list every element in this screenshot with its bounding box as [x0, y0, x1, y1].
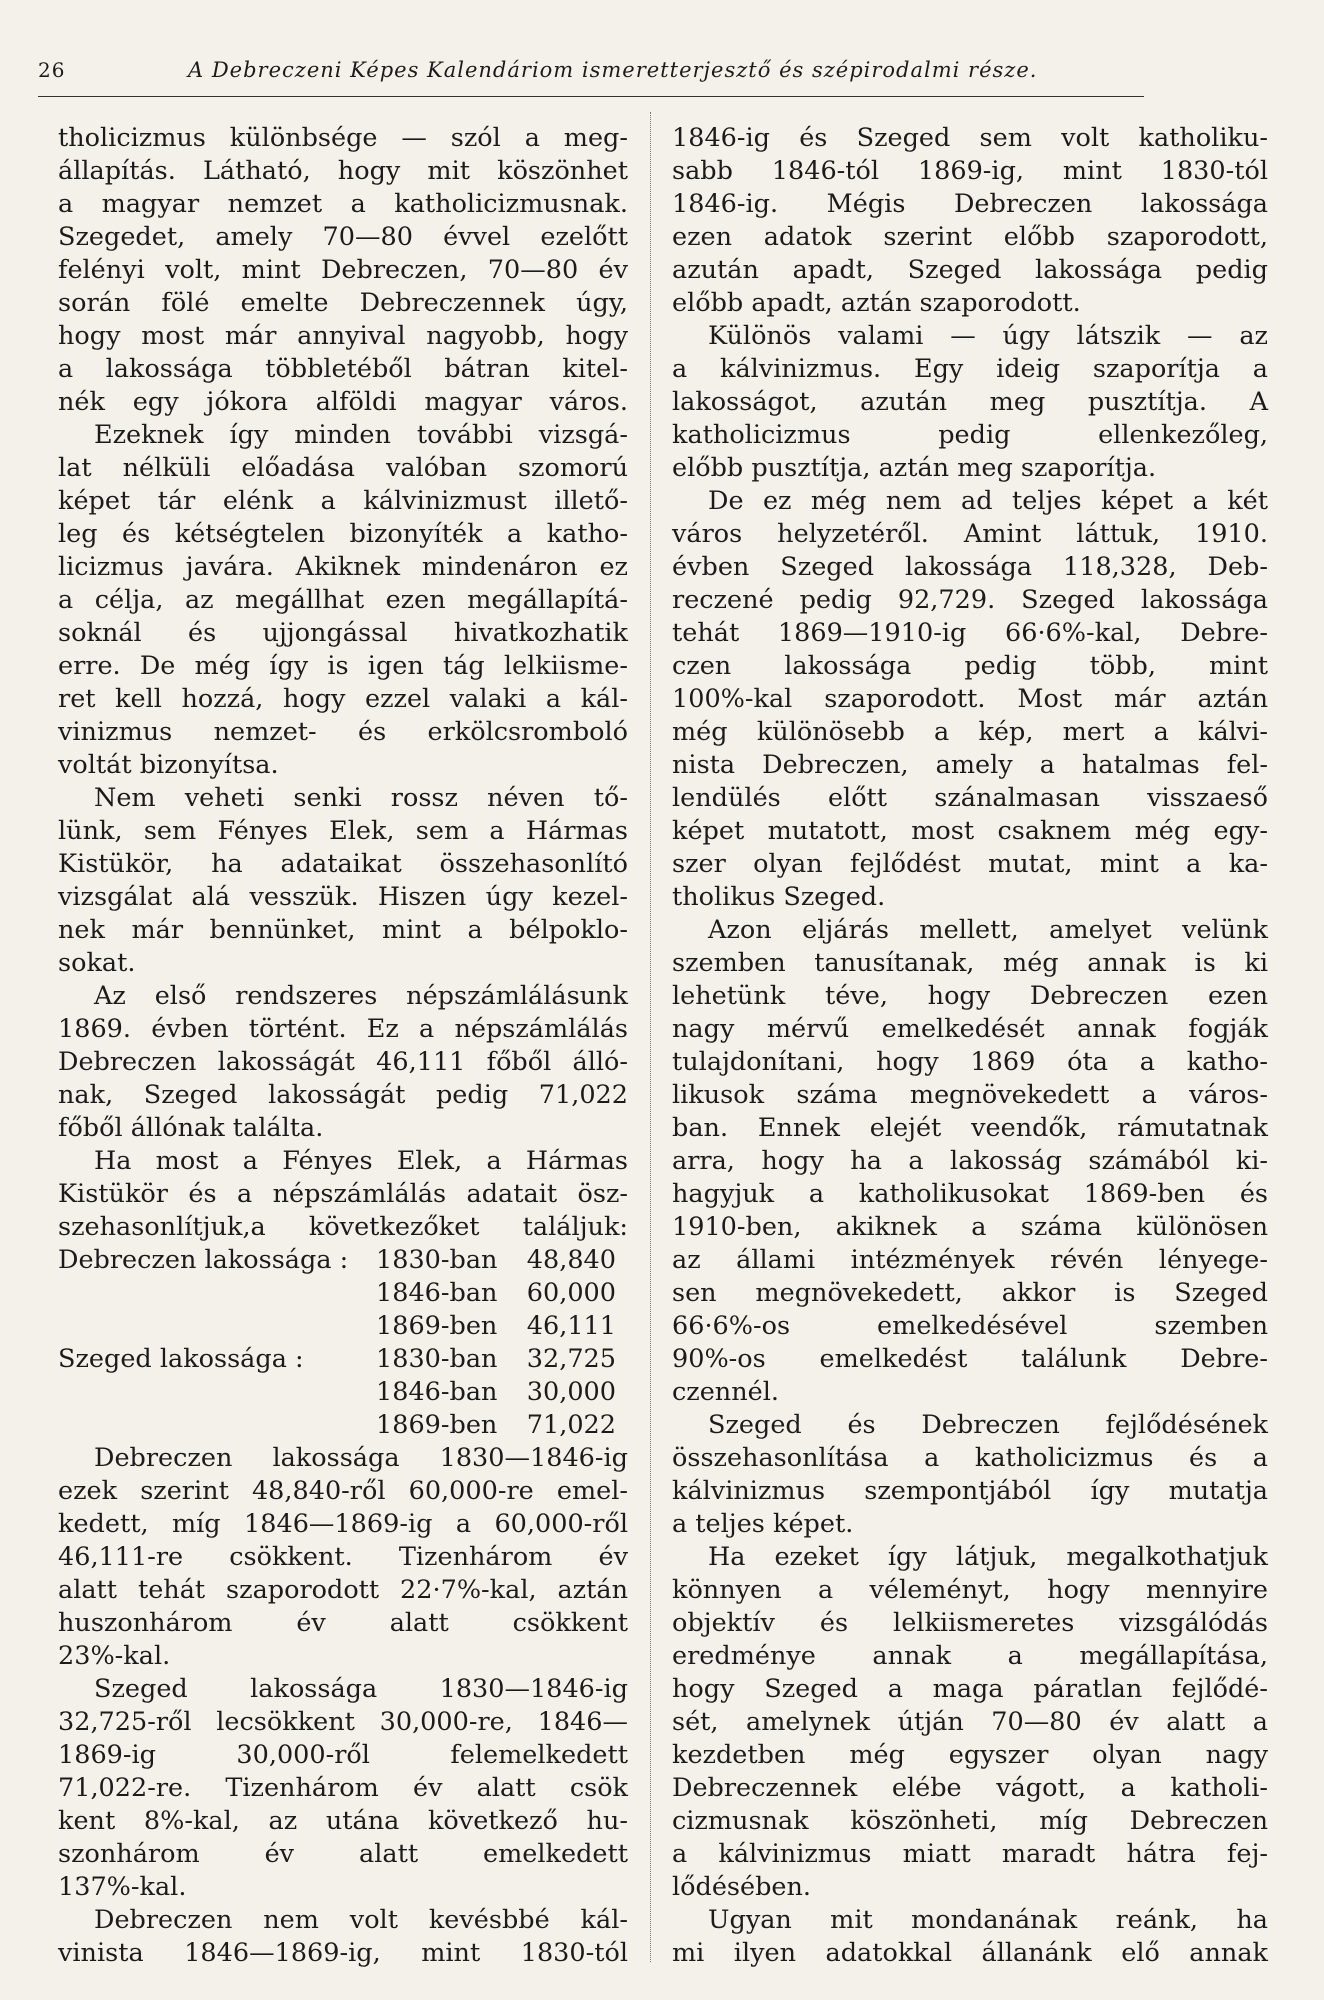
table-row	[58, 1277, 628, 1310]
stat-year: 1846-ban	[376, 1377, 498, 1407]
text-line: erre. De még így is igen tág lelkiisme-	[58, 651, 628, 681]
text-line: Ugyan mit mondanának reánk, ha	[708, 1905, 1268, 1935]
stat-label	[58, 1277, 376, 1310]
text-line: voltát bizonyítsa.	[58, 750, 279, 780]
text-line: Szeged és Debreczen fejlődésének	[708, 1410, 1268, 1440]
text-line: a magyar nemzet a katholicizmusnak.	[58, 189, 628, 219]
text-line: 100%-kal szaporodott. Most már aztán	[672, 684, 1268, 714]
text-line: huszonhárom év alatt csökkent	[58, 1608, 628, 1638]
text-line: 1846-ig és Szeged sem volt katholiku-	[672, 123, 1268, 153]
text-line: Szeged lakossága 1830—1846-ig	[94, 1674, 628, 1704]
text-line: azután apadt, Szeged lakossága pedig	[672, 255, 1268, 285]
text-line: tulajdonítani, hogy 1869 óta a katho-	[672, 1047, 1268, 1077]
text-line: Debreczen lakosságát 46,111 főből álló-	[58, 1047, 628, 1077]
stat-label: Debreczen lakossága :	[58, 1245, 349, 1275]
text-line: város helyzetéről. Amint láttuk, 1910.	[672, 519, 1268, 549]
table-row	[58, 1343, 628, 1376]
text-line: az állami intézmények révén lényege-	[672, 1245, 1268, 1275]
text-line: évben Szeged lakossága 118,328, Deb-	[672, 552, 1268, 582]
text-line: 71,022-re. Tizenhárom év alatt csök	[58, 1773, 628, 1803]
text-line: katholicizmus pedig ellenkezőleg,	[672, 420, 1268, 450]
text-line: ret kell hozzá, hogy ezzel valaki a kál-	[58, 684, 628, 714]
right-text-block	[672, 122, 1268, 1970]
text-line: 1910-ben, akiknek a száma különösen	[672, 1212, 1268, 1242]
text-line: arra, hogy ha a lakosság számából ki-	[672, 1146, 1268, 1176]
text-line: előbb pusztítja, aztán meg szaporítja.	[672, 453, 1157, 483]
text-line: vinista 1846—1869-ig, mint 1830-tól	[58, 1938, 628, 1968]
page-number: 26	[38, 58, 66, 82]
text-line: lünk, sem Fényes Elek, sem a Hármas	[58, 816, 628, 846]
text-line: Debreczen nem volt kevésbbé kál-	[94, 1905, 628, 1935]
text-line: De ez még nem ad teljes képet a két	[708, 486, 1268, 516]
text-line: könnyen a véleményt, hogy mennyire	[672, 1575, 1268, 1605]
text-line: Nem veheti senki rossz néven tő-	[94, 783, 628, 813]
stat-year: 1830-ban	[376, 1245, 498, 1275]
right-column	[672, 122, 1268, 1970]
text-line: a teljes képet.	[672, 1509, 854, 1539]
text-line: czen lakossága pedig több, mint	[672, 651, 1268, 681]
text-line: hogy Szeged a maga páratlan fejlődé-	[672, 1674, 1268, 1704]
stat-label	[58, 1409, 376, 1442]
running-title: A Debreczeni Képes Kalendáriom ismeretterjesztő és szépirodalmi része.	[188, 58, 1038, 82]
text-line: lehetünk téve, hogy Debreczen ezen	[672, 981, 1268, 1011]
text-line: vinizmus nemzet- és erkölcsromboló	[58, 717, 628, 747]
text-line: kedett, míg 1846—1869-ig a 60,000-ről	[58, 1509, 628, 1539]
text-line: tehát 1869—1910-ig 66·6%-kal, Debre-	[672, 618, 1268, 648]
text-line: nagy mérvű emelkedését annak fogják	[672, 1014, 1268, 1044]
text-line: sét, amelynek útján 70—80 év alatt a	[672, 1707, 1268, 1737]
text-line: kezdetben még egyszer olyan nagy	[672, 1740, 1268, 1770]
text-line: ban. Ennek elejét veendők, rámutatnak	[672, 1113, 1268, 1143]
left-column	[58, 122, 628, 1970]
text-line: objektív és lelkiismeretes vizsgálódás	[672, 1608, 1268, 1638]
page-header	[38, 52, 1144, 97]
text-line: tholikus Szeged.	[672, 882, 886, 912]
text-line: czennél.	[672, 1377, 780, 1407]
stat-value: 46,111	[526, 1311, 616, 1341]
population-table	[58, 1244, 628, 1442]
text-line: nista Debreczen, amely a hatalmas fel-	[672, 750, 1268, 780]
stat-year: 1869-ben	[376, 1410, 498, 1440]
text-line: Az első rendszeres népszámlálásunk	[94, 981, 628, 1011]
stat-label	[58, 1376, 376, 1409]
text-line: eredménye annak a megállapítása,	[672, 1641, 1268, 1671]
text-line: szonhárom év alatt emelkedett	[58, 1839, 628, 1869]
stat-year: 1869-ben	[376, 1311, 498, 1341]
stat-value: 30,000	[526, 1377, 616, 1407]
table-row	[58, 1310, 628, 1343]
text-line: licizmus javára. Akiknek mindenáron ez	[58, 552, 628, 582]
text-line: Debreczen lakossága 1830—1846-ig	[94, 1443, 628, 1473]
text-line: vizsgálat alá vesszük. Hiszen úgy kezel-	[58, 882, 628, 912]
text-line: szer olyan fejlődést mutat, mint a ka-	[672, 849, 1268, 879]
text-line: főből állónak találta.	[58, 1113, 324, 1143]
stat-label	[58, 1310, 376, 1343]
text-line: alatt tehát szaporodott 22·7%-kal, aztán	[58, 1575, 628, 1605]
text-line: hogy most már annyival nagyobb, hogy	[58, 321, 628, 351]
text-line: szehasonlítjuk,a következőket találjuk:	[58, 1212, 628, 1242]
text-line: leg és kétségtelen bizonyíték a katho-	[58, 519, 628, 549]
table-row	[58, 1409, 628, 1442]
text-line: mi ilyen adatokkal állanánk elő annak	[672, 1938, 1268, 1968]
text-line: felényi volt, mint Debreczen, 70—80 év	[58, 255, 628, 285]
text-line: lődésében.	[672, 1872, 812, 1902]
text-line: lendülés előtt szánalmasan visszaeső	[672, 783, 1268, 813]
text-line: a kálvinizmus. Egy ideig szaporítja a	[672, 354, 1268, 384]
text-line: során fölé emelte Debreczennek úgy,	[58, 288, 628, 318]
text-line: 90%-os emelkedést találunk Debre-	[672, 1344, 1268, 1374]
text-line: kálvinizmus szempontjából így mutatja	[672, 1476, 1268, 1506]
text-line: előbb apadt, aztán szaporodott.	[672, 288, 1081, 318]
text-line: soknál és ujjongással hivatkozhatik	[58, 618, 628, 648]
text-line: 1846-ig. Mégis Debreczen lakossága	[672, 189, 1268, 219]
text-line: nék egy jókora alföldi magyar város.	[58, 387, 628, 417]
text-line: Ha ezeket így látjuk, megalkothatjuk	[708, 1542, 1268, 1572]
text-line: likusok száma megnövekedett a város-	[672, 1080, 1268, 1110]
text-line: Szegedet, amely 70—80 évvel ezelőtt	[58, 222, 628, 252]
text-line: Kistükör, ha adataikat összehasonlító	[58, 849, 628, 879]
text-line: 46,111-re csökkent. Tizenhárom év	[58, 1542, 628, 1572]
stat-value: 60,000	[526, 1278, 616, 1308]
left-text-block-b	[58, 1442, 628, 1970]
text-line: lat nélküli előadása valóban szomorú	[58, 453, 628, 483]
text-line: sabb 1846-tól 1869-ig, mint 1830-tól	[672, 156, 1268, 186]
text-line: 137%-kal.	[58, 1872, 187, 1902]
stat-value: 71,022	[526, 1410, 616, 1440]
column-divider	[650, 112, 651, 1962]
text-line: ezen adatok szerint előbb szaporodott,	[672, 222, 1268, 252]
text-line: lakosságot, azután meg pusztítja. A	[672, 387, 1268, 417]
text-line: nak, Szeged lakosságát pedig 71,022	[58, 1080, 628, 1110]
text-line: tholicizmus különbsége — szól a meg-	[58, 123, 628, 153]
text-line: 1869-ig 30,000-ről felemelkedett	[58, 1740, 628, 1770]
text-line: a lakossága többletéből bátran kitel-	[58, 354, 628, 384]
text-line: nek már bennünket, mint a bélpoklo-	[58, 915, 628, 945]
text-line: ezek szerint 48,840-ről 60,000-re emel-	[58, 1476, 628, 1506]
text-line: 66·6%-os emelkedésével szemben	[672, 1311, 1268, 1341]
text-line: a kálvinizmus miatt maradt hátra fej-	[672, 1839, 1268, 1869]
text-line: szemben tanusítanak, még annak is ki	[672, 948, 1268, 978]
text-line: képet tár elénk a kálvinizmust illető-	[58, 486, 628, 516]
text-line: kent 8%-kal, az utána következő hu-	[58, 1806, 628, 1836]
text-line: sen megnövekedett, akkor is Szeged	[672, 1278, 1268, 1308]
stat-label: Szeged lakossága :	[58, 1344, 304, 1374]
stat-value: 32,725	[526, 1344, 616, 1374]
text-line: 1869. évben történt. Ez a népszámlálás	[58, 1014, 628, 1044]
table-row	[58, 1244, 628, 1277]
stat-year: 1830-ban	[376, 1344, 498, 1374]
text-line: állapítás. Látható, hogy mit köszönhet	[58, 156, 628, 186]
table-row	[58, 1376, 628, 1409]
text-line: Ezeknek így minden további vizsgá-	[94, 420, 628, 450]
text-line: Azon eljárás mellett, amelyet velünk	[708, 915, 1268, 945]
text-line: összehasonlítása a katholicizmus és a	[672, 1443, 1268, 1473]
text-line: reczené pedig 92,729. Szeged lakossága	[672, 585, 1268, 615]
text-line: Különös valami — úgy látszik — az	[708, 321, 1268, 351]
text-line: Ha most a Fényes Elek, a Hármas	[94, 1146, 628, 1176]
text-line: cizmusnak köszönheti, míg Debreczen	[672, 1806, 1268, 1836]
text-line: Kistükör és a népszámlálás adatait ösz-	[58, 1179, 628, 1209]
text-line: sokat.	[58, 948, 136, 978]
text-line: még különösebb a kép, mert a kálvi-	[672, 717, 1268, 747]
stat-value: 48,840	[526, 1245, 616, 1275]
stat-year: 1846-ban	[376, 1278, 498, 1308]
text-line: 32,725-ről lecsökkent 30,000-re, 1846—	[58, 1707, 628, 1737]
text-line: hagyjuk a katholikusokat 1869-ben és	[672, 1179, 1268, 1209]
text-line: képet mutatott, most csaknem még egy-	[672, 816, 1268, 846]
text-line: 23%-kal.	[58, 1641, 171, 1671]
text-line: Debreczennek elébe vágott, a katholi-	[672, 1773, 1268, 1803]
text-line: a célja, az megállhat ezen megállapítá-	[58, 585, 628, 615]
left-text-block-a	[58, 122, 628, 1244]
